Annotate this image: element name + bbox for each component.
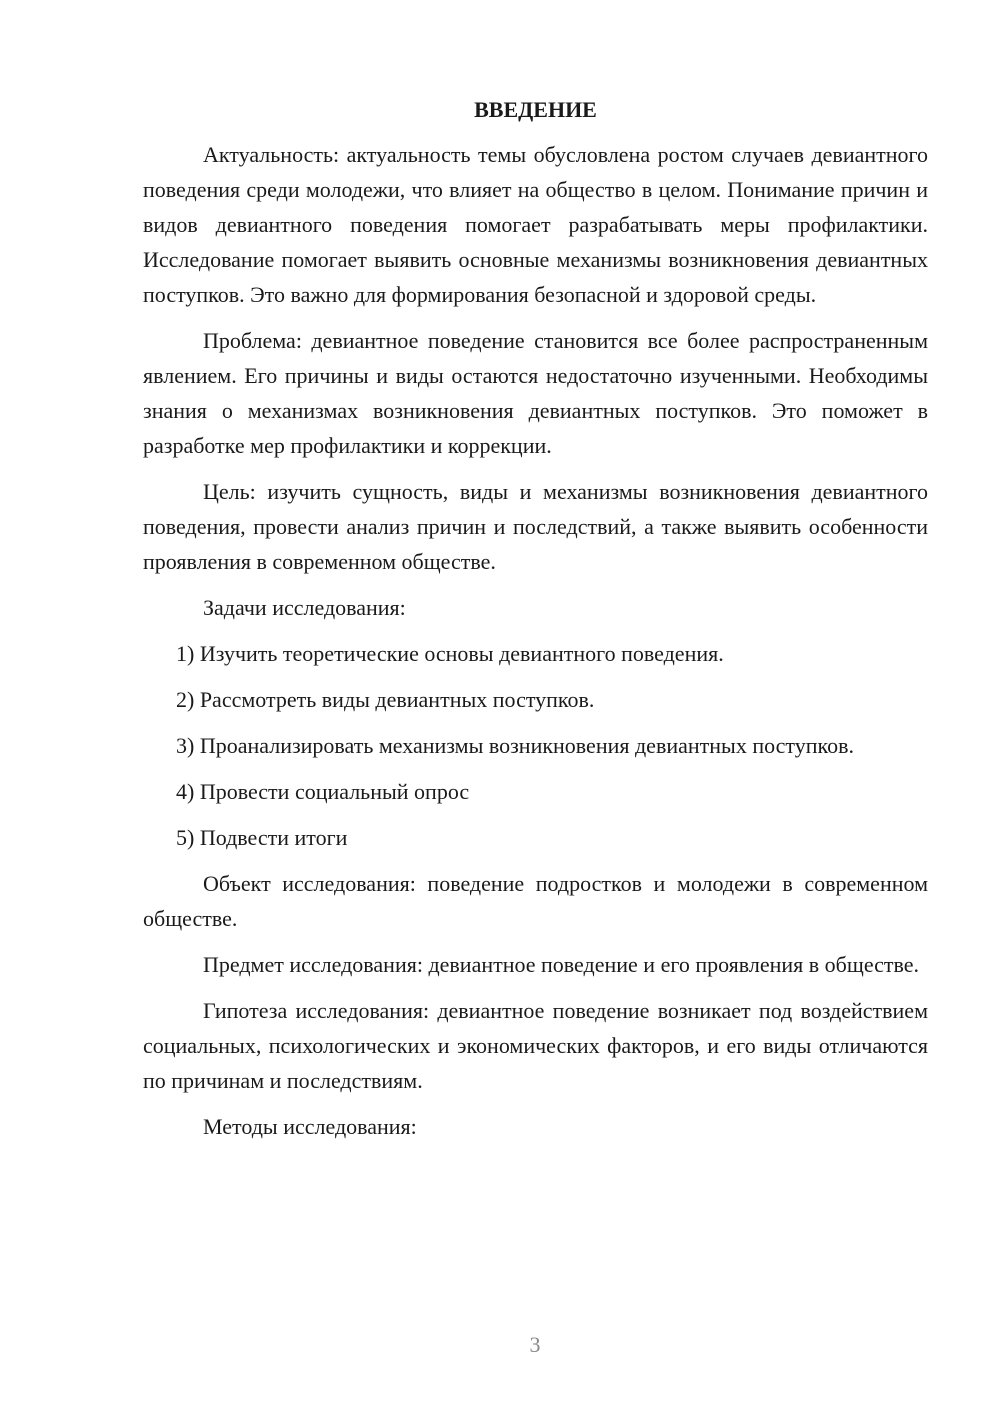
problem-paragraph: Проблема: девиантное поведение становится все более распространенным явлением. Его причины и виды остаются недостаточно изученными. Необходимы знания о механизмах возникновения девиантных поступков. Это поможет в разработке мер профилактики и коррекции. [143, 328, 928, 458]
task-item-1: 1) Изучить теоретические основы девиантного поведения. [176, 641, 724, 666]
subject-paragraph: Предмет исследования: девиантное поведение и его проявления в обществе. [203, 952, 920, 977]
task-item-4: 4) Провести социальный опрос [176, 779, 470, 804]
tasks-heading: Задачи исследования: [203, 595, 406, 620]
goal-paragraph: Цель: изучить сущность, виды и механизмы возникновения девиантного поведения, провести анализ причин и последствий, а также выявить особенности проявления в современном обществе. [143, 479, 928, 574]
object-paragraph: Объект исследования: поведение подростков и молодежи в современном обществе. [143, 871, 928, 931]
methods-heading: Методы исследования: [203, 1114, 417, 1139]
relevance-paragraph: Актуальность: актуальность темы обусловлена ростом случаев девиантного поведения среди молодежи, что влияет на общество в целом. Понимание причин и видов девиантного поведения помогает разрабатывать меры профилактики. Исследование помогает выявить основные механизмы возникновения девиантных поступков. Это важно для формирования безопасной и здоровой среды. [143, 142, 928, 307]
page-number: 3 [529, 1332, 541, 1357]
task-item-5: 5) Подвести итоги [176, 825, 348, 850]
document-body [143, 92, 928, 1155]
task-item-2: 2) Рассмотреть виды девиантных поступков. [176, 687, 595, 712]
hypothesis-paragraph: Гипотеза исследования: девиантное поведение возникает под воздействием социальных, психологических и экономических факторов, и его виды отличаются по причинам и последствиям. [143, 998, 928, 1093]
section-heading: ВВЕДЕНИЕ [474, 97, 597, 122]
task-item-3: 3) Проанализировать механизмы возникновения девиантных поступков. [176, 733, 854, 758]
